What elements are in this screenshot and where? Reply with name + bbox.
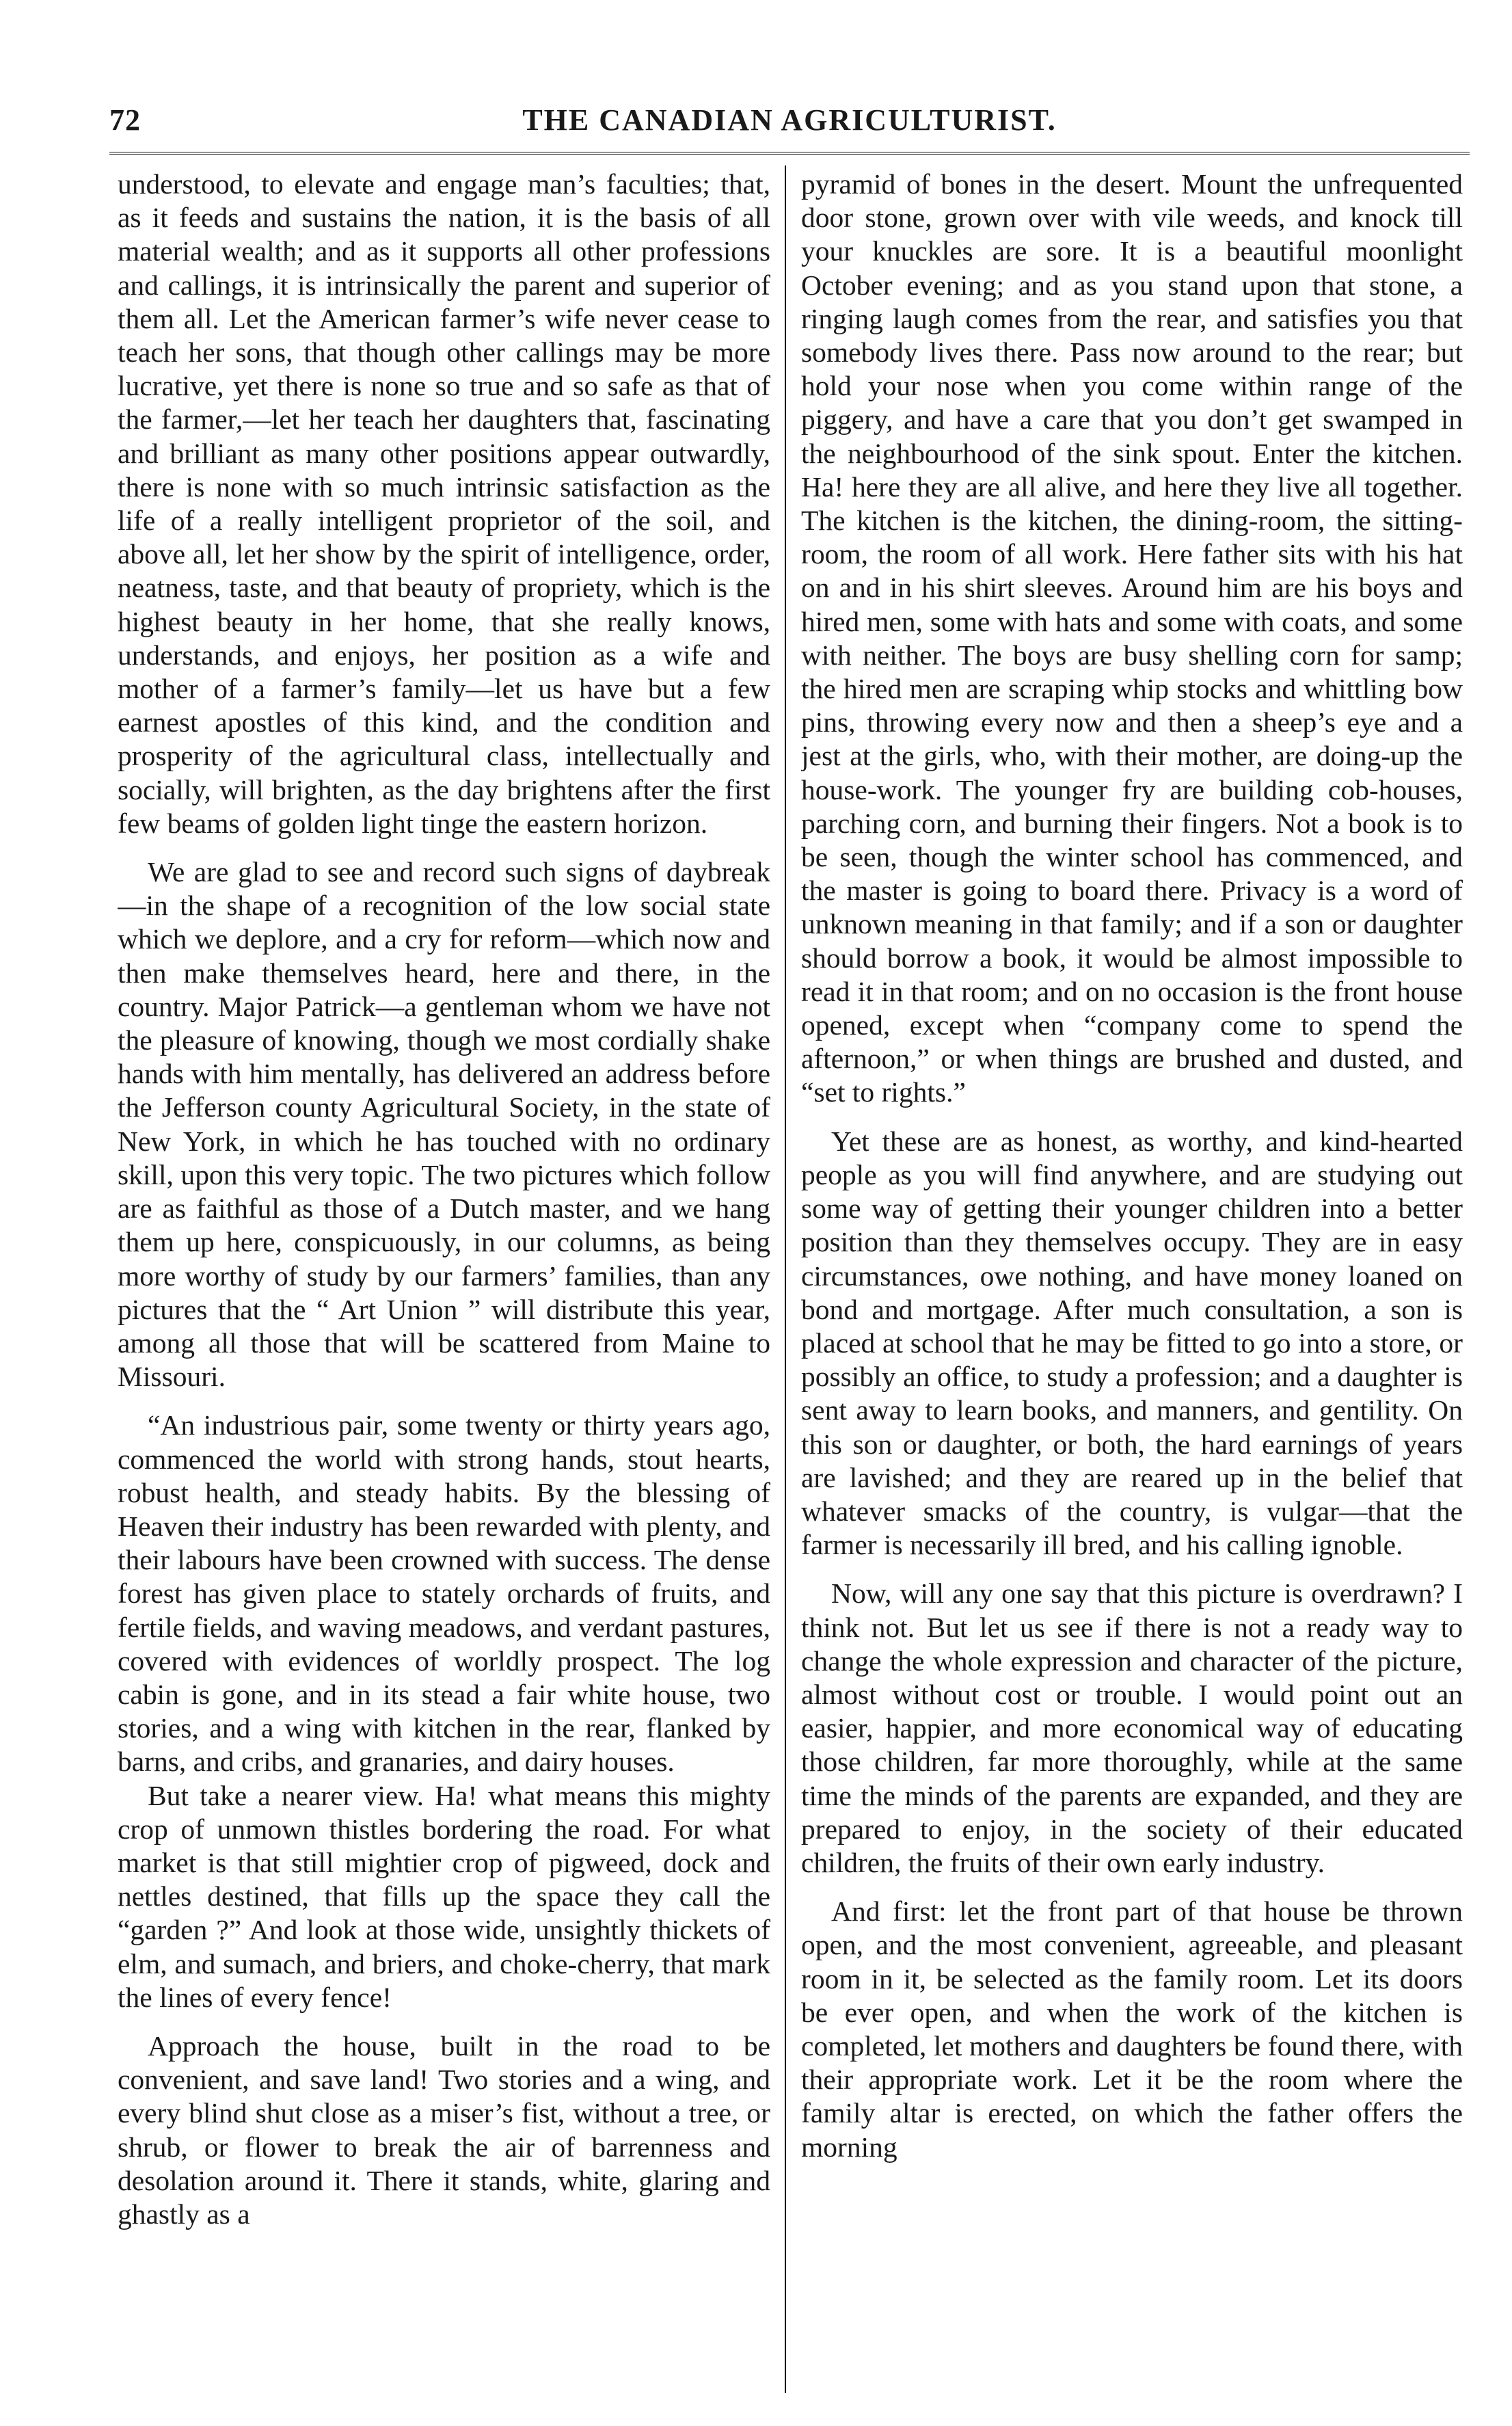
page-number: 72 (109, 103, 141, 137)
paragraph: And first: let the front part of that house be thrown open, and the most convenient, agreeable, and pleasant room in it, be selected as the family room. Let its doors be ever open, and when the work of the kitchen is completed, let mothers and daughters be found there, with their appropriate work. Let it be the room where the family altar is erected, on which the father offers the morning (801, 1895, 1463, 2163)
paragraph: But take a nearer view. Ha! what means this mighty crop of unmown thistles bordering the road. For what market is that still mightier crop of pigweed, dock and nettles destined, that fills up the space they call the “garden ?” And look at those wide, unsightly thickets of elm, and sumach, and briers, and choke-cherry, that mark the lines of every fence! (118, 1779, 770, 2013)
paragraph: pyramid of bones in the desert. Mount the unfrequented door stone, grown over with vile weeds, and knock till your knuckles are sore. It is a beautiful moonlight October evening; and as you stand upon that stone, a ringing laugh comes from the rear, and satisfies you that somebody lives there. Pass now around to the rear; but hold your nose when you come within range of the piggery, and have a care that you don’t get swamped in the neighbourhood of the sink spout. Enter the kitchen. Ha! here they are all alive, and here they live all together. The kitchen is the kitchen, the dining-room, the sitting-room, the room of all work. Here father sits with his hat on and in his shirt sleeves. Around him are his boys and hired men, some with hats and some with coats, and some with neither. The boys are busy shelling corn for samp; the hired men are scraping whip stocks and whittling bow pins, throwing every now and then a sheep’s eye and a jest at the girls, who, with their mother, are doing-up the house-work. The younger fry are building cob-houses, parching corn, and burning their fingers. Not a book is to be seen, though the winter school has commenced, and the master is going to board there. Privacy is a word of unknown meaning in that family; and if a son or daughter should borrow a book, it would be almost impossible to read it in that room; and on no occasion is the front house opened, except when “company come to spend the afternoon,” or when things are brushed and dusted, and “set to rights.” (801, 168, 1463, 1108)
paragraph: understood, to elevate and engage man’s faculties; that, as it feeds and sustains the nation, it is the basis of all material wealth; and as it supports all other professions and callings, it is intrinsically the parent and superior of them all. Let the American farmer’s wife never cease to teach her sons, that though other callings may be more lucrative, yet there is none so true and so safe as that of the farmer,—let her teach her daughters that, fascinating and brilliant as many other positions appear outwardly, there is none with so much intrinsic satisfaction as the life of a really intelligent proprietor of the soil, and above all, let her show by the spirit of intelligence, order, neatness, taste, and that beauty of propriety, which is the highest beauty in her home, that she really knows, understands, and enjoys, her position as a wife and mother of a farmer’s family—let us have but a few earnest apostles of this kind, and the condition and prosperity of the agricultural class, intellectually and socially, will brighten, as the day brightens after the first few beams of golden light tinge the eastern horizon. (118, 168, 770, 839)
paragraph: “An industrious pair, some twenty or thirty years ago, commenced the world with strong hands, stout hearts, robust health, and steady habits. By the blessing of Heaven their industry has been rewarded with plenty, and their labours have been crowned with success. The dense forest has given place to stately orchards of fruits, and fertile fields, and waving meadows, and verdant pastures, covered with evidences of worldly prospect. The log cabin is gone, and in its stead a fair white house, two stories, and a wing with kitchen in the rear, flanked by barns, and cribs, and granaries, and dairy houses. (118, 1409, 770, 1778)
paragraph: We are glad to see and record such signs of daybreak—in the shape of a recognition of the low social state which we deplore, and a cry for reform—which now and then make themselves heard, here and there, in the country. Major Patrick—a gentleman whom we have not the pleasure of knowing, though we most cordially shake hands with him mentally, has delivered an address before the Jefferson county Agricultural Society, in the state of New York, in which he has touched with no ordinary skill, upon this very topic. The two pictures which follow are as faithful as those of a Dutch master, and we hang them up here, conspicuously, in our columns, as being more worthy of study by our farmers’ families, than any pictures that the “ Art Union ” will distribute this year, among all those that will be scattered from Maine to Missouri. (118, 856, 770, 1393)
paragraph: Now, will any one say that this picture is overdrawn? I think not. But let us see if there is not a ready way to change the whole expression and character of the picture, almost without cost or trouble. I would point out an easier, happier, and more economical way of educating those children, far more thoroughly, while at the same time the minds of the parents are expanded, and they are prepared to enjoy, in the society of their educated children, the fruits of their own early industry. (801, 1577, 1463, 1878)
page-header (109, 103, 1470, 150)
column-divider (785, 165, 786, 2393)
left-column (118, 168, 770, 2390)
running-title: THE CANADIAN AGRICULTURIST. (522, 103, 1057, 137)
right-column (801, 168, 1463, 2390)
paragraph: Yet these are as honest, as worthy, and kind-hearted people as you will find anywhere, and are studying out some way of getting their younger children into a better position than they themselves occupy. They are in easy circumstances, owe nothing, and have money loaned on bond and mortgage. After much consultation, a son is placed at school that he may be fitted to go into a store, or possibly an office, to study a profession; and a daughter is sent away to learn books, and manners, and gentility. On this son or daughter, or both, the hard earnings of years are lavished; and they are reared up in the belief that whatever smacks of the country, is vulgar—that the farmer is necessarily ill bred, and his calling ignoble. (801, 1125, 1463, 1561)
paragraph: Approach the house, built in the road to be convenient, and save land! Two stories and a wing, and every blind shut close as a miser’s fist, without a tree, or shrub, or flower to break the air of barrenness and desolation around it. There it stands, white, glaring and ghastly as a (118, 2029, 770, 2230)
header-double-rule (109, 152, 1470, 155)
